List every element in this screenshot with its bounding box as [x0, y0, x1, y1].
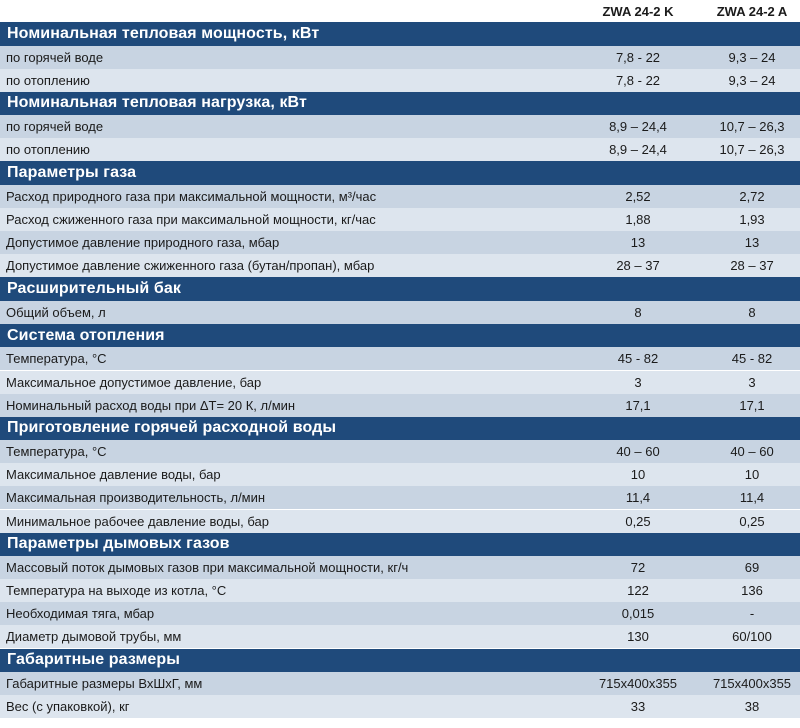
row-label: Температура на выходе из котла, °С	[6, 583, 227, 599]
table-row	[0, 394, 800, 417]
value-zwa-24-2-k: 45 - 82	[617, 351, 659, 367]
table-row	[0, 672, 800, 695]
row-label: Максимальное давление воды, бар	[6, 467, 221, 483]
row-label: Температура, °С	[6, 444, 107, 460]
value-zwa-24-2-a: 3	[748, 374, 756, 390]
column-header-row	[0, 0, 800, 22]
table-row	[0, 254, 800, 277]
section-header	[0, 417, 800, 441]
table-row	[0, 486, 800, 509]
value-zwa-24-2-a: 60/100	[732, 629, 772, 645]
section-title: Номинальная тепловая нагрузка, кВт	[7, 94, 307, 112]
row-label: Номинальный расход воды при ΔТ= 20 К, л/мин	[6, 397, 296, 413]
value-zwa-24-2-a: -	[749, 606, 755, 622]
table-row	[0, 695, 800, 718]
value-zwa-24-2-k: 2,52	[625, 188, 651, 204]
value-zwa-24-2-k: 72	[630, 560, 646, 576]
value-zwa-24-2-k: 0,015	[621, 606, 655, 622]
value-zwa-24-2-k: 122	[627, 583, 649, 599]
value-zwa-24-2-a: 8	[748, 304, 756, 320]
table-row	[0, 463, 800, 486]
row-label: по отоплению	[6, 142, 90, 158]
value-zwa-24-2-k: 715x400x355	[598, 676, 678, 692]
table-row	[0, 510, 800, 533]
row-label: Необходимая тяга, мбар	[6, 606, 155, 622]
value-zwa-24-2-k: 28 – 37	[616, 258, 660, 274]
row-label: Общий объем, л	[6, 304, 106, 320]
section-title: Приготовление горячей расходной воды	[7, 419, 337, 437]
row-label: Диаметр дымовой трубы, мм	[6, 629, 182, 645]
column-header-zwa-24-2-k: ZWA 24-2 K	[602, 3, 674, 19]
table-row	[0, 440, 800, 463]
section-header	[0, 649, 800, 673]
row-label: Температура, °С	[6, 351, 107, 367]
value-zwa-24-2-k: 8,9 – 24,4	[609, 119, 667, 135]
value-zwa-24-2-a: 1,93	[739, 212, 765, 228]
row-label: Расход природного газа при максимальной мощности, м³/час	[6, 188, 377, 204]
value-zwa-24-2-k: 130	[627, 629, 649, 645]
table-row	[0, 301, 800, 324]
value-zwa-24-2-a: 2,72	[739, 188, 765, 204]
row-label: по горячей воде	[6, 119, 104, 135]
value-zwa-24-2-a: 17,1	[739, 397, 765, 413]
value-zwa-24-2-k: 7,8 - 22	[615, 72, 661, 88]
value-zwa-24-2-a: 10	[744, 467, 760, 483]
row-label: Массовый поток дымовых газов при максимальной мощности, кг/ч	[6, 560, 409, 576]
table-row	[0, 138, 800, 161]
table-row	[0, 371, 800, 394]
value-zwa-24-2-a: 11,4	[739, 490, 765, 506]
value-zwa-24-2-a: 13	[744, 235, 760, 251]
value-zwa-24-2-a: 715x400x355	[712, 676, 792, 692]
value-zwa-24-2-a: 40 – 60	[730, 444, 774, 460]
value-zwa-24-2-a: 28 – 37	[730, 258, 774, 274]
table-row	[0, 208, 800, 231]
table-row	[0, 69, 800, 92]
value-zwa-24-2-a: 69	[744, 560, 760, 576]
row-label: Максимальное допустимое давление, бар	[6, 374, 262, 390]
table-row	[0, 115, 800, 138]
section-title: Параметры газа	[7, 164, 137, 182]
section-title: Габаритные размеры	[7, 651, 181, 669]
table-row	[0, 46, 800, 69]
value-zwa-24-2-k: 1,88	[625, 212, 651, 228]
table-row	[0, 602, 800, 625]
table-row	[0, 625, 800, 648]
section-title: Номинальная тепловая мощность, кВт	[7, 24, 320, 42]
table-row	[0, 185, 800, 208]
value-zwa-24-2-a: 10,7 – 26,3	[719, 142, 785, 158]
value-zwa-24-2-a: 136	[741, 583, 763, 599]
section-header	[0, 92, 800, 116]
section-header	[0, 161, 800, 185]
row-label: Допустимое давление природного газа, мбар	[6, 235, 280, 251]
value-zwa-24-2-a: 0,25	[739, 513, 765, 529]
value-zwa-24-2-a: 9,3 – 24	[728, 49, 776, 65]
row-label: Допустимое давление сжиженного газа (бутан/пропан), мбар	[6, 258, 375, 274]
value-zwa-24-2-k: 17,1	[625, 397, 651, 413]
section-header	[0, 324, 800, 348]
row-label: Вес (с упаковкой), кг	[6, 699, 130, 715]
table-row	[0, 347, 800, 370]
value-zwa-24-2-k: 11,4	[625, 490, 651, 506]
table-row	[0, 556, 800, 579]
row-label: Расход сжиженного газа при максимальной мощности, кг/час	[6, 212, 376, 228]
section-title: Система отопления	[7, 326, 165, 344]
row-label: по горячей воде	[6, 49, 104, 65]
table-row	[0, 579, 800, 602]
column-header-zwa-24-2-a: ZWA 24-2 A	[716, 3, 788, 19]
value-zwa-24-2-k: 7,8 - 22	[615, 49, 661, 65]
section-header	[0, 533, 800, 557]
value-zwa-24-2-a: 10,7 – 26,3	[719, 119, 785, 135]
value-zwa-24-2-k: 33	[630, 699, 646, 715]
section-title: Расширительный бак	[7, 280, 181, 298]
value-zwa-24-2-k: 40 – 60	[616, 444, 660, 460]
table-row	[0, 231, 800, 254]
row-label: по отоплению	[6, 72, 90, 88]
section-header	[0, 277, 800, 301]
value-zwa-24-2-k: 8,9 – 24,4	[609, 142, 667, 158]
section-title: Параметры дымовых газов	[7, 535, 230, 553]
row-label: Минимальное рабочее давление воды, бар	[6, 513, 269, 529]
section-header	[0, 22, 800, 46]
value-zwa-24-2-k: 0,25	[625, 513, 651, 529]
value-zwa-24-2-k: 8	[634, 304, 642, 320]
row-label: Габаритные размеры ВхШхГ, мм	[6, 676, 203, 692]
value-zwa-24-2-a: 38	[744, 699, 760, 715]
value-zwa-24-2-k: 3	[634, 374, 642, 390]
value-zwa-24-2-a: 45 - 82	[731, 351, 773, 367]
value-zwa-24-2-k: 13	[630, 235, 646, 251]
value-zwa-24-2-k: 10	[630, 467, 646, 483]
row-label: Максимальная производительность, л/мин	[6, 490, 266, 506]
value-zwa-24-2-a: 9,3 – 24	[728, 72, 776, 88]
